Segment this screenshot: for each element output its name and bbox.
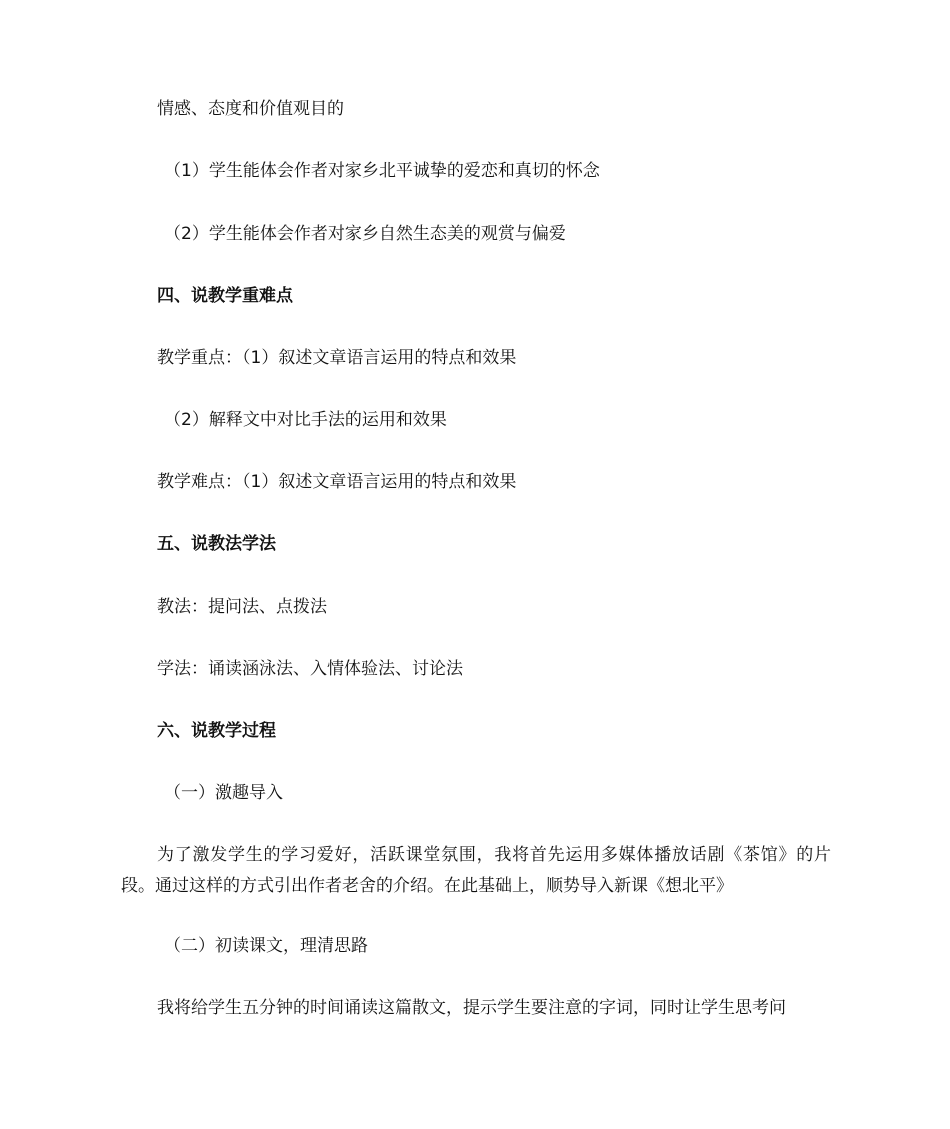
section-heading-key-difficulties: 四、说教学重难点 — [157, 286, 293, 306]
teaching-methods: 教法：提问法、点拨法 — [157, 597, 327, 617]
learning-methods: 学法：诵读涵泳法、入情体验法、讨论法 — [157, 659, 463, 679]
objective-item-1: （1）学生能体会作者对家乡北平诚挚的爱恋和真切的怀念 — [164, 161, 600, 181]
objective-heading-emotion: 情感、态度和价值观目的 — [157, 99, 344, 119]
objective-item-2: （2）学生能体会作者对家乡自然生态美的观赏与偏爱 — [164, 224, 566, 244]
section-heading-methods: 五、说教法学法 — [157, 534, 276, 554]
section-heading-process: 六、说教学过程 — [157, 721, 276, 741]
process-step-1-paragraph: 为了激发学生的学习爱好，活跃课堂氛围，我将首先运用多媒体播放话剧《茶馆》的片段。通过这样的方式引出作者老舍的介绍。在此基础上，顺势导入新课《想北平》 — [121, 845, 831, 896]
teaching-difficulty: 教学难点：（1）叙述文章语言运用的特点和效果 — [157, 472, 517, 492]
process-step-2-paragraph-start: 我将给学生五分钟的时间诵读这篇散文，提示学生要注意的字词，同时让学生思考问 — [157, 998, 786, 1018]
teaching-key-point-2: （2）解释文中对比手法的运用和效果 — [164, 410, 447, 430]
process-step-1-heading: （一）激趣导入 — [164, 783, 283, 803]
process-step-2-heading: （二）初读课文，理清思路 — [164, 936, 368, 956]
teaching-key-point-1: 教学重点：（1）叙述文章语言运用的特点和效果 — [157, 348, 517, 368]
